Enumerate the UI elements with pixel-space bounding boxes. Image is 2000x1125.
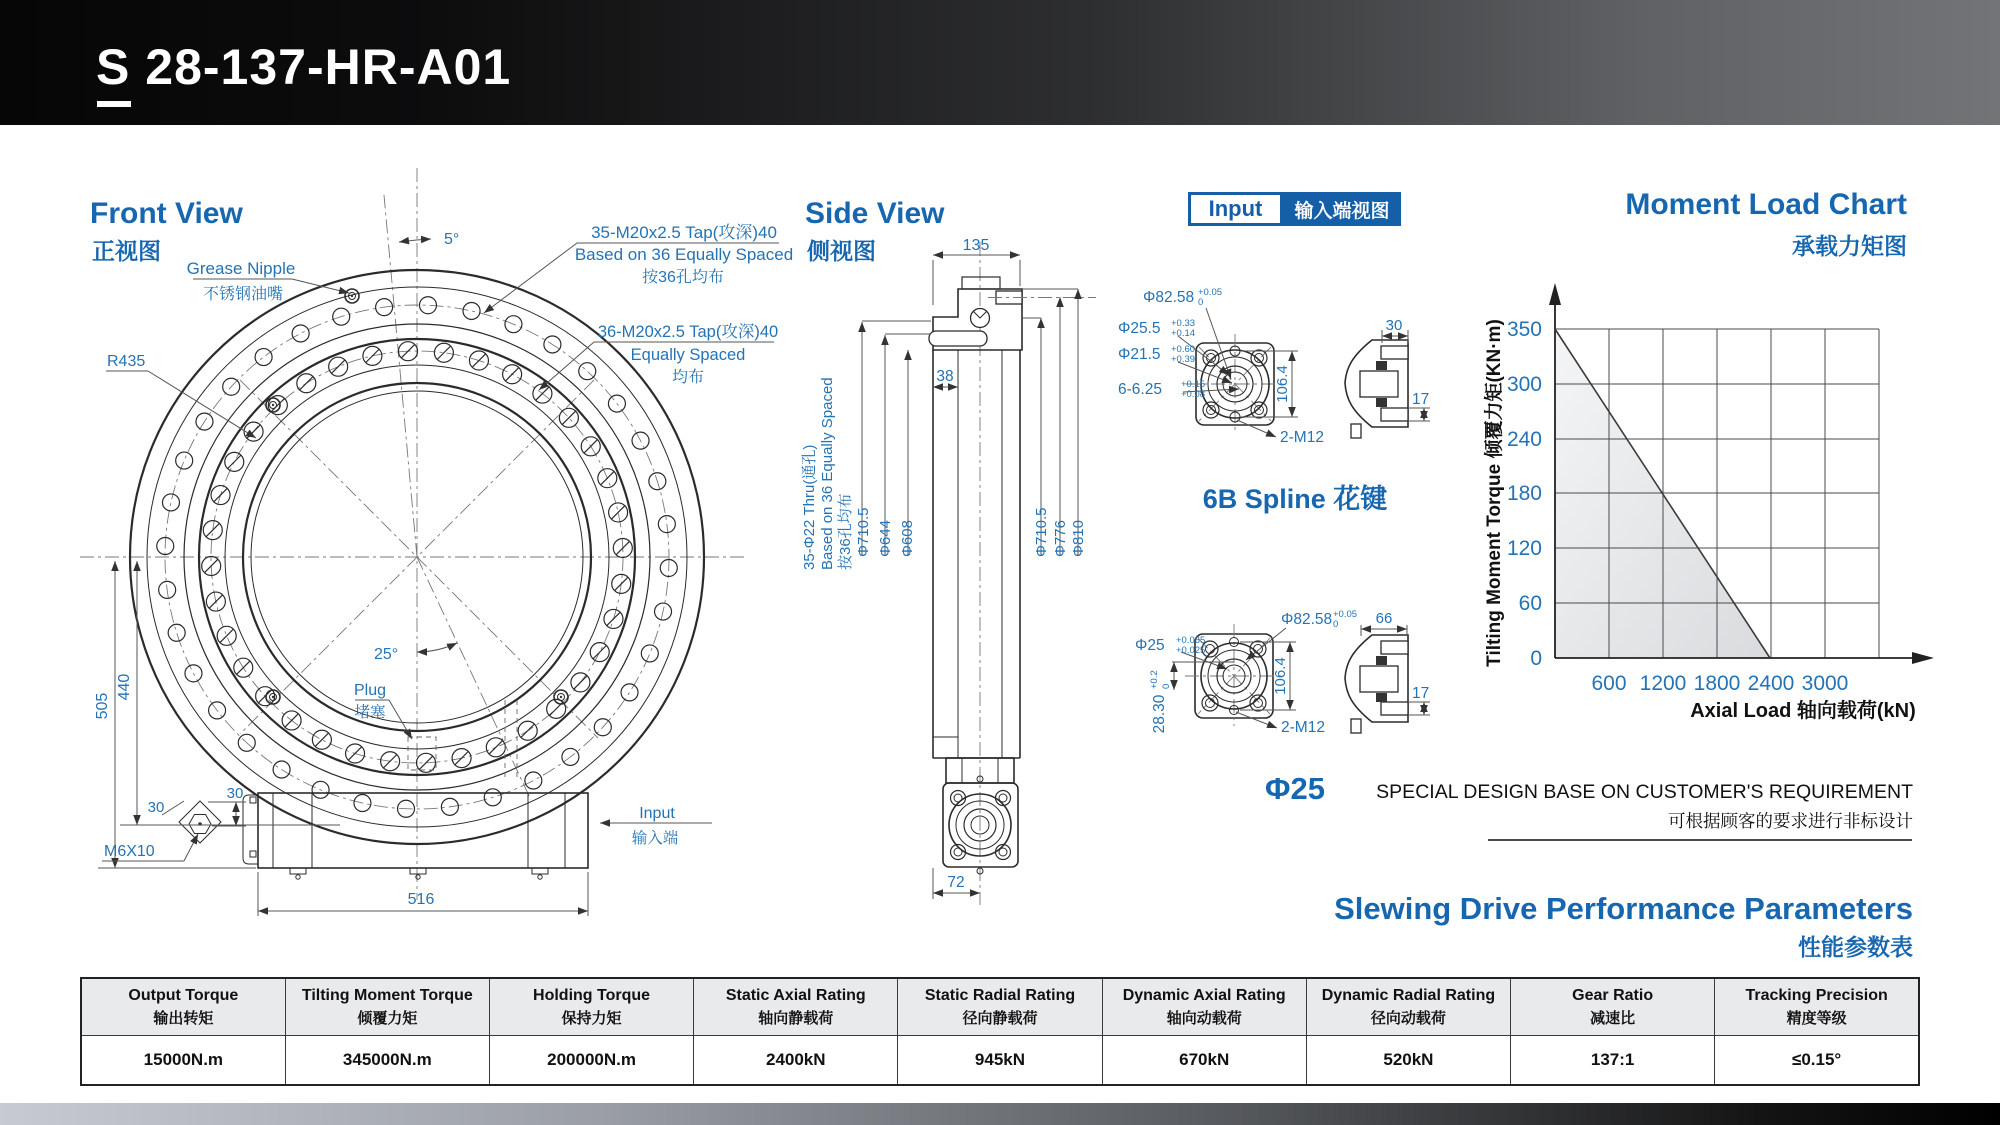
phi25-dim-2830-tol-lower: 0: [1161, 683, 1172, 689]
input-badge-cn: 输入端视图: [1283, 192, 1401, 226]
dia-608-label: Φ608: [899, 520, 916, 557]
dim-30b-label: 30: [226, 785, 244, 802]
y-tick-0: 0: [1530, 647, 1542, 670]
note-divider-line: [1488, 839, 1912, 841]
x-tick-1800: 1800: [1693, 672, 1741, 695]
input-view-badge: [1188, 192, 1401, 226]
front-view-subtitle: 正视图: [92, 238, 161, 264]
dia-644-label: Φ644: [877, 520, 894, 557]
spline-d215-tol-upper: +0.60: [1171, 344, 1196, 355]
performance-title: Slewing Drive Performance Parameters: [1334, 891, 1913, 926]
special-design-note-en: SPECIAL DESIGN BASE ON CUSTOMER'S REQUIREMENT: [1376, 781, 1913, 803]
y-tick-120: 120: [1506, 537, 1542, 560]
tap35-line1: 35-M20x2.5 Tap(攻深)40: [591, 223, 777, 242]
y-tick-300: 300: [1506, 373, 1542, 396]
value-dynamic-radial-rating: 520kN: [1306, 1036, 1510, 1086]
value-holding-torque: 200000N.m: [489, 1036, 693, 1086]
m6-detail: [179, 801, 221, 843]
m6x10-label: M6X10: [104, 843, 155, 860]
page-title: [96, 38, 511, 96]
col-holding-torque: [489, 978, 693, 1036]
col-static-radial-rating: [898, 978, 1102, 1036]
col-header-cn: 轴向静载荷: [758, 1009, 834, 1027]
y-tick-240: 240: [1506, 428, 1542, 451]
x-axis-label: Axial Load 轴向载荷(kN): [1690, 700, 1916, 722]
phi25-d8258-label: Φ82.58: [1281, 611, 1333, 628]
tap36-line1: 36-M20x2.5 Tap(攻深)40: [597, 323, 779, 341]
y-tick-60: 60: [1518, 592, 1542, 615]
dim-72-label: 72: [947, 874, 965, 891]
thru-holes-line3: 按36孔均布: [837, 493, 854, 570]
value-dynamic-axial-rating: 670kN: [1102, 1036, 1306, 1086]
col-header-en: Static Axial Rating: [725, 986, 866, 1004]
dim-516-label: 516: [407, 891, 435, 908]
col-header-cn: 径向动载荷: [1370, 1009, 1446, 1027]
phi25-dim-17-label: 17: [1412, 685, 1430, 702]
grease-nipple-label-en: Grease Nipple: [186, 259, 296, 278]
plug-label-en: Plug: [353, 682, 387, 699]
performance-value-row: [81, 1036, 1919, 1086]
spline-d255-label: Φ25.5: [1118, 320, 1161, 337]
col-header-cn: 倾覆力矩: [357, 1009, 418, 1027]
col-header-en: Static Radial Rating: [924, 986, 1076, 1004]
y-axis-arrow: [1549, 283, 1561, 305]
col-output-torque: [81, 978, 285, 1036]
thru-holes-line1: 35-Φ22 Thru(通孔): [801, 444, 818, 570]
side-view-subtitle: 侧视图: [807, 238, 876, 264]
phi25-dim-66-label: 66: [1375, 610, 1393, 627]
col-header-en: Dynamic Radial Rating: [1321, 986, 1496, 1004]
radius-r435-label: R435: [107, 353, 146, 370]
col-header-cn: 输出转矩: [153, 1009, 214, 1027]
col-static-axial-rating: [694, 978, 898, 1036]
moment-load-chart: [1470, 270, 1950, 730]
header-bar: [0, 0, 2000, 125]
phi25-d25-tol-upper: +0.065: [1176, 635, 1206, 646]
model-number: 28-137-HR-A01: [145, 39, 512, 95]
spline-dim-17-label: 17: [1412, 391, 1430, 408]
col-header-cn: 精度等级: [1786, 1009, 1847, 1027]
col-tilting-moment-torque: [285, 978, 489, 1036]
phi25-d25-label: Φ25: [1135, 637, 1165, 654]
chart-title: Moment Load Chart: [1625, 188, 1907, 221]
spline-dim-30-label: 30: [1385, 317, 1403, 334]
x-tick-600: 600: [1591, 672, 1627, 695]
col-header-en: Holding Torque: [533, 986, 651, 1004]
phi25-d8258-tol-lower: 0: [1333, 619, 1339, 630]
spline-d625-tol-lower: +0.08: [1181, 389, 1206, 400]
col-dynamic-radial-rating: [1306, 978, 1510, 1036]
dim-505-label: 505: [94, 692, 111, 720]
x-tick-1200: 1200: [1639, 672, 1687, 695]
angle-5-label: 5°: [444, 231, 460, 248]
side-view-drawing: [795, 235, 1115, 915]
col-header-cn: 轴向动载荷: [1166, 1009, 1242, 1027]
phi25-dim-2830-tol-upper: +0.2: [1149, 670, 1160, 689]
footer-bar: [0, 1103, 2000, 1125]
performance-header-row: [81, 978, 1919, 1036]
spline-d255-tol-lower: +0.14: [1171, 328, 1196, 339]
col-tracking-precision: [1715, 978, 1919, 1036]
col-header-cn: 减速比: [1590, 1009, 1636, 1027]
chart-subtitle: 承载力矩图: [1792, 233, 1907, 259]
phi25-side-section: [1345, 635, 1408, 733]
side-view-title: Side View: [805, 197, 945, 230]
value-tracking-precision: ≤0.15°: [1715, 1036, 1919, 1086]
value-static-radial-rating: 945kN: [898, 1036, 1102, 1086]
spline-d625-label: 6-6.25: [1118, 381, 1162, 398]
x-tick-2400: 2400: [1747, 672, 1795, 695]
spline-detail-title: 6B Spline 花键: [1202, 484, 1388, 514]
col-gear-ratio: [1511, 978, 1715, 1036]
y-tick-350: 350: [1506, 318, 1542, 341]
col-header-en: Tilting Moment Torque: [301, 986, 473, 1004]
thru-holes-line2: Based on 36 Equally Spaced: [819, 377, 836, 570]
value-gear-ratio: 137:1: [1511, 1036, 1715, 1086]
col-header-en: Dynamic Axial Rating: [1122, 986, 1286, 1004]
spline-d625-tol-upper: +0.15: [1181, 379, 1206, 390]
phi25-d25-tol-lower: +0.025: [1176, 645, 1206, 656]
plug-label-cn: 堵塞: [354, 704, 386, 721]
col-header-cn: 径向静载荷: [962, 1009, 1038, 1027]
front-view-title: Front View: [90, 197, 243, 230]
spline-d8258-tol-lower: 0: [1198, 297, 1204, 308]
title-underline-mark: [97, 101, 131, 107]
spline-d8258-label: Φ82.58: [1143, 289, 1195, 306]
dim-135-label: 135: [962, 237, 990, 254]
performance-table: [80, 977, 1920, 1086]
dim-440-label: 440: [116, 673, 133, 701]
spline-d215-label: Φ21.5: [1118, 346, 1161, 363]
spline-dim-1064-label: 106.4: [1274, 365, 1291, 403]
spline-d215-tol-lower: +0.39: [1171, 354, 1196, 365]
front-input-label-cn: 输入端: [631, 830, 679, 847]
spline-2m12-label: 2-M12: [1280, 429, 1324, 446]
model-prefix: S: [96, 39, 131, 95]
special-design-note-cn: 可根据顾客的要求进行非标设计: [1668, 811, 1913, 831]
x-tick-3000: 3000: [1801, 672, 1849, 695]
angle-25-label: 25°: [374, 646, 399, 663]
dia-810-label: Φ810: [1070, 520, 1087, 557]
dia-710-right-label: Φ710.5: [1033, 507, 1050, 557]
dim-30a-label: 30: [147, 799, 165, 816]
tap35-line2: Based on 36 Equally Spaced: [574, 245, 794, 264]
y-tick-180: 180: [1506, 482, 1542, 505]
grease-nipple-label-cn: 不锈钢油嘴: [202, 286, 284, 303]
value-static-axial-rating: 2400kN: [694, 1036, 898, 1086]
dim-38-label: 38: [936, 368, 954, 385]
dia-776-label: Φ776: [1052, 520, 1069, 557]
front-view-drawing: [60, 160, 820, 920]
side-section: [929, 242, 1096, 905]
performance-subtitle: 性能参数表: [1798, 934, 1913, 960]
side-dimensions: [862, 255, 1078, 899]
value-output-torque: 15000N.m: [81, 1036, 285, 1086]
phi25-dim-1064-label: 106.4: [1272, 657, 1289, 695]
phi25-2m12-label: 2-M12: [1281, 719, 1325, 736]
spline-d255-tol-upper: +0.33: [1171, 318, 1196, 329]
spline-d8258-tol-upper: +0.05: [1198, 287, 1223, 298]
value-tilting-moment-torque: 345000N.m: [285, 1036, 489, 1086]
col-dynamic-axial-rating: [1102, 978, 1306, 1036]
col-header-en: Tracking Precision: [1745, 986, 1888, 1004]
dia-710-left-label: Φ710.5: [855, 507, 872, 557]
spline-side-section: [1345, 340, 1408, 438]
phi25-d8258-tol-upper: +0.05: [1333, 609, 1358, 620]
phi25-detail-title: Φ25: [1265, 771, 1325, 806]
tap36-line3: 均布: [671, 369, 705, 386]
col-header-en: Gear Ratio: [1572, 986, 1654, 1004]
phi25-dim-2830-label: 28.30: [1151, 694, 1168, 734]
col-header-cn: 保持力矩: [561, 1009, 622, 1027]
tap35-line3: 按36孔均布: [642, 269, 724, 286]
input-badge-en: Input: [1188, 192, 1283, 226]
front-input-label-en: Input: [639, 805, 675, 822]
y-axis-label: Tilting Moment Torque 倾覆力矩(KN·m): [1484, 319, 1505, 667]
col-header-en: Output Torque: [128, 986, 239, 1004]
x-axis-arrow: [1912, 652, 1934, 664]
tap36-line2: Equally Spaced: [630, 346, 746, 364]
